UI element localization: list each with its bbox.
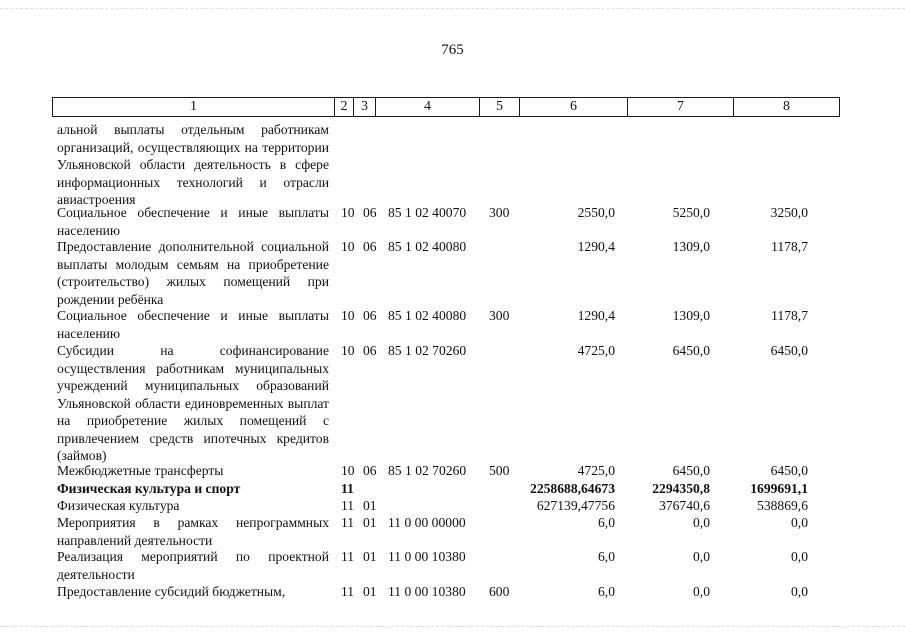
- row-amount-7: 1309,0: [672, 308, 710, 323]
- row-amount-7: 2294350,8: [652, 481, 710, 496]
- row-subsection: 01: [363, 515, 377, 530]
- row-name: Субсидии на софинансирование осуществления работникам муниципальных учреждений муниципальных образований Ульяновской области единовременных выплат на приобретение жилых помещений с привлечением средств ипотечных кредитов (займов): [57, 343, 329, 463]
- row-name: Физическая культура и спорт: [57, 481, 241, 496]
- row-amount-6: 6,0: [598, 515, 615, 530]
- row-target-article: 11 0 00 10380: [388, 584, 466, 599]
- row-section: 10: [341, 343, 355, 358]
- row-target-article: 85 1 02 70260: [388, 463, 467, 478]
- row-amount-8: 538869,6: [757, 498, 808, 513]
- row-target-article: 85 1 02 40080: [388, 239, 467, 254]
- page-number: 765: [441, 42, 464, 58]
- row-amount-7: 1309,0: [672, 239, 710, 254]
- row-name: Реализация мероприятий по проектной деятельности: [57, 549, 329, 582]
- header-col-7: 7: [628, 98, 734, 116]
- row-amount-7: 5250,0: [672, 205, 710, 220]
- scan-top-edge: [0, 8, 905, 13]
- row-name: Предоставление субсидий бюджетным,: [57, 584, 286, 599]
- row-subsection: 06: [363, 463, 377, 478]
- row-section: 10: [341, 463, 355, 478]
- header-col-6: 6: [520, 98, 628, 116]
- row-target-article: 11 0 00 00000: [388, 515, 466, 530]
- row-name: Социальное обеспечение и иные выплаты населению: [57, 205, 329, 238]
- row-amount-7: 0,0: [693, 549, 710, 564]
- header-col-3: 3: [354, 98, 376, 116]
- row-amount-8: 0,0: [791, 584, 808, 599]
- row-name: Физическая культура: [57, 498, 180, 513]
- row-subsection: 06: [363, 343, 377, 358]
- row-amount-8: 1178,7: [771, 239, 808, 254]
- row-amount-7: 0,0: [693, 515, 710, 530]
- row-amount-6: 6,0: [598, 584, 615, 599]
- row-target-article: 85 1 02 70260: [388, 343, 467, 358]
- row-target-article: 11 0 00 10380: [388, 549, 466, 564]
- row-target-article: 85 1 02 40070: [388, 205, 467, 220]
- row-name: альной выплаты отдельным работникам организаций, осуществляющих на территории Ульяновской области деятельность в сфере информационных технологий и отрасли авиастроения: [57, 122, 329, 207]
- row-name: Социальное обеспечение и иные выплаты населению: [57, 308, 329, 341]
- row-amount-7: 6450,0: [672, 463, 710, 478]
- header-col-1: 1: [53, 98, 335, 116]
- row-amount-6: 1290,4: [577, 308, 615, 323]
- row-expense-type: 600: [489, 584, 510, 599]
- row-amount-8: 1699691,1: [750, 481, 808, 496]
- row-amount-6: 2550,0: [577, 205, 615, 220]
- row-amount-8: 6450,0: [770, 463, 808, 478]
- scan-bottom-edge: [0, 626, 905, 631]
- row-section: 10: [341, 239, 355, 254]
- row-amount-8: 1178,7: [771, 308, 808, 323]
- row-amount-6: 4725,0: [577, 343, 615, 358]
- row-amount-7: 6450,0: [672, 343, 710, 358]
- row-section: 11: [341, 481, 354, 496]
- table-header: [52, 97, 840, 117]
- row-subsection: 06: [363, 239, 377, 254]
- row-amount-6: 627139,47756: [536, 498, 615, 513]
- row-amount-8: 0,0: [791, 549, 808, 564]
- row-amount-8: 3250,0: [770, 205, 808, 220]
- row-expense-type: 300: [489, 205, 510, 220]
- row-section: 11: [341, 498, 355, 513]
- row-name: Мероприятия в рамках непрограммных направлений деятельности: [57, 515, 329, 548]
- row-section: 11: [341, 549, 355, 564]
- row-amount-8: 0,0: [791, 515, 808, 530]
- row-name: Предоставление дополнительной социальной выплаты молодым семьям на приобретение (строительство) жилых помещений при рождении ребёнка: [57, 239, 329, 307]
- row-subsection: 01: [363, 549, 377, 564]
- row-subsection: 06: [363, 308, 377, 323]
- row-subsection: 01: [363, 584, 377, 599]
- row-amount-7: 376740,6: [659, 498, 710, 513]
- row-name: Межбюджетные трансферты: [57, 463, 224, 478]
- header-col-2: 2: [335, 98, 354, 116]
- row-section: 11: [341, 515, 355, 530]
- row-amount-6: 1290,4: [577, 239, 615, 254]
- row-subsection: 06: [363, 205, 377, 220]
- row-section: 10: [341, 308, 355, 323]
- header-col-4: 4: [376, 98, 480, 116]
- row-expense-type: 300: [489, 308, 510, 323]
- header-col-8: 8: [783, 99, 790, 114]
- row-amount-7: 0,0: [693, 584, 710, 599]
- row-expense-type: 500: [489, 463, 510, 478]
- row-subsection: 01: [363, 498, 377, 513]
- header-col-5: 5: [480, 98, 520, 116]
- row-amount-6: 2258688,64673: [530, 481, 615, 496]
- row-amount-8: 6450,0: [770, 343, 808, 358]
- row-section: 11: [341, 584, 355, 599]
- row-section: 10: [341, 205, 355, 220]
- row-target-article: 85 1 02 40080: [388, 308, 467, 323]
- row-amount-6: 4725,0: [577, 463, 615, 478]
- row-amount-6: 6,0: [598, 549, 615, 564]
